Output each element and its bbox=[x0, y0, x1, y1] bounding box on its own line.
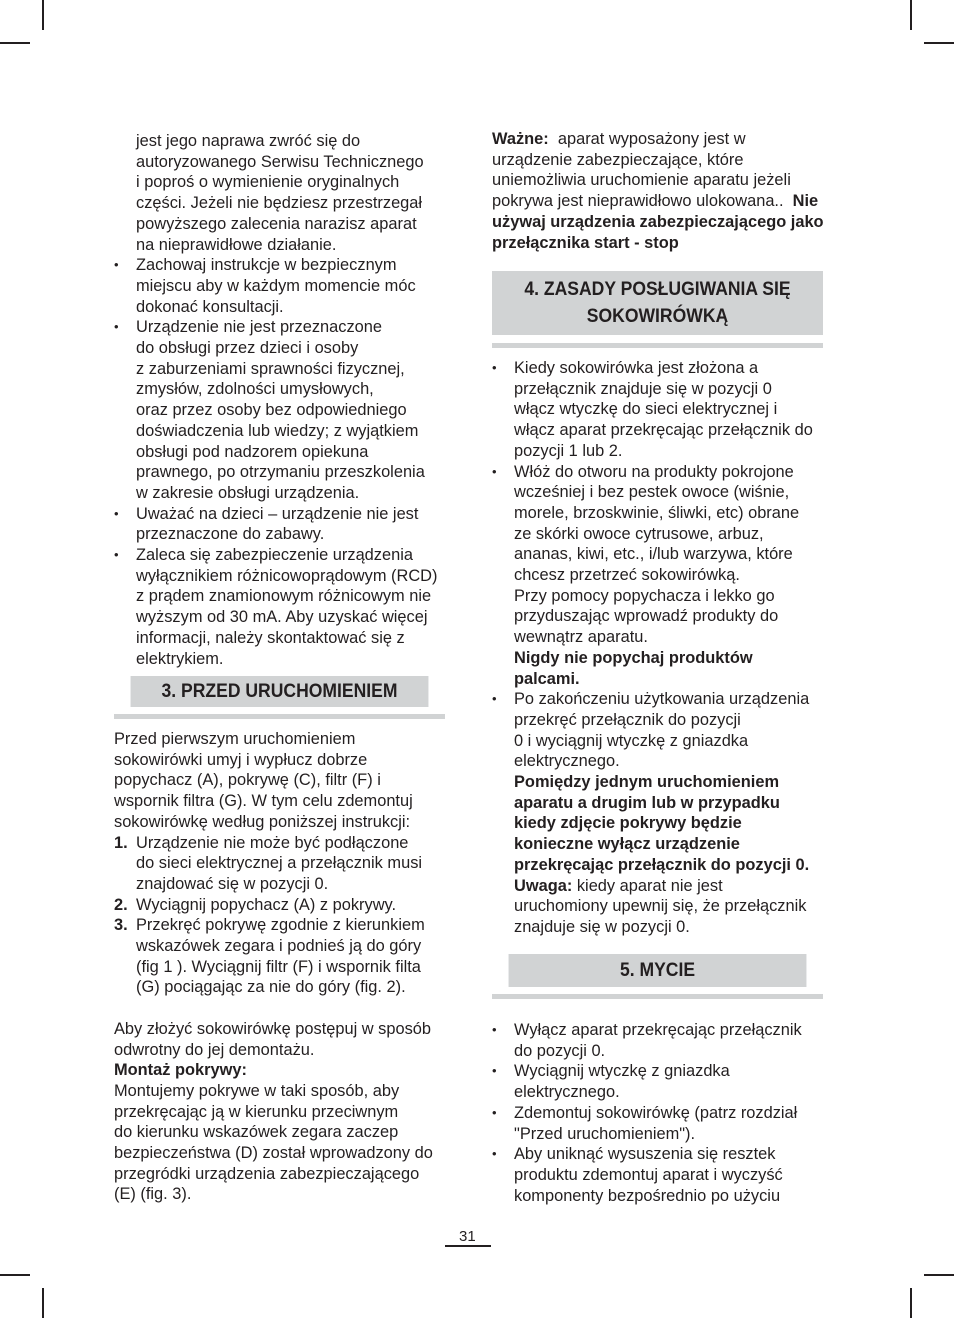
bullet-item: • Zachowaj instrukcje w bezpiecznym miejscu aby w każdym momencie móc dokonać konsultacji. bbox=[114, 255, 454, 317]
crop-mark bbox=[910, 1288, 912, 1318]
section-rule bbox=[492, 343, 823, 348]
bullet-item: • Wyciągnij wtyczkę z gniazdka elektrycznego. bbox=[492, 1061, 832, 1102]
page-number-rule bbox=[445, 1245, 491, 1247]
section-rule bbox=[492, 994, 823, 999]
bullet-item: • Włóż do otworu na produkty pokrojone wcześniej i bez pestek owoce (wiśnie, morele, brzoskwinie, śliwki, etc) obrane ze skórki owoce cytrusowe, arbuz, ananas, kiwi, etc., i/lub warzywa, które chcesz przetrzeć sokowirówką. Przy pomocy popychacza i lekko go przyduszając wprowadź produkty do wewnątrz aparatu. Nigdy nie popychaj produktów palcami. bbox=[492, 462, 832, 690]
continuation-text: jest jego naprawa zwróć się do autoryzowanego Serwisu Technicznego i poproś o wymienienie oryginalnych części. Jeżeli nie będziesz przestrzegał powyższego zalecenia narazisz aparat na nieprawidłowe działanie. bbox=[136, 132, 424, 254]
crop-mark bbox=[42, 1288, 44, 1318]
left-column-bottom: Przed pierwszym uruchomieniem sokowirówki umyj i wypłucz dobrze popychacz (A), pokrywę (C), filtr (F) i wspornik filtra (G). W tym celu zdemontuj sokowirówkę według poniższej instrukcji: 1. Urządzenie nie może być podłączone do sieci elektrycznej a przełącznik musi znajdować się w pozycji 0. 2. Wyciągnij popychacz (A) z pokrywy. 3. Przekręć pokrywę zgodnie z kierunkiem wskazówek zegara i podnieś ją do góry (fig 1 ). Wyciągnij filtr (F) i wspornik filta (G) pociągając za nie do góry (fig. 2). Aby złożyć sokowirówkę postępuj w sposób odwrotny do jej demontażu. Montaż pokrywy: Montujemy pokrywe w taki sposób, aby przekręcając ją w kierunku przeciwnym do kierunku wskazówek zegara zaczep bezpieczeństwa (D) został wprowadzony do przegródki urządzenia zabezpieczającego (E) (fig. 3). bbox=[114, 729, 454, 1205]
section-title: 3. PRZED URUCHOMIENIEM bbox=[131, 676, 429, 707]
bullet-item: • Uważać na dzieci – urządzenie nie jest przeznaczone do zabawy. bbox=[114, 504, 454, 545]
crop-mark bbox=[42, 0, 44, 30]
section-3-header bbox=[114, 676, 445, 707]
section-title: 5. MYCIE bbox=[509, 954, 807, 987]
numbered-step: 3. Przekręć pokrywę zgodnie z kierunkiem wskazówek zegara i podnieś ją do góry (fig 1 ). Wyciągnij filtr (F) i wspornik filta (G) pociągając za nie do góry (fig. 2). bbox=[114, 916, 425, 997]
crop-mark bbox=[924, 42, 954, 44]
numbered-step: 2. Wyciągnij popychacz (A) z pokrywy. bbox=[114, 895, 397, 914]
bullet-item: • Wyłącz aparat przekręcając przełącznik do pozycji 0. bbox=[492, 1020, 832, 1061]
right-column-bottom bbox=[492, 1020, 832, 1206]
important-label: Ważne: bbox=[492, 130, 549, 148]
section-5-header bbox=[492, 954, 823, 987]
right-column-top: Ważne: aparat wyposażony jest w urządzenie zabezpieczające, które uniemożliwia uruchomienie aparatu jeżeli pokrywa jest nieprawidłowo ulokowana.. Nie używaj urządzenia zabezpieczającego jako przełącznika start - stop bbox=[492, 130, 824, 252]
crop-mark bbox=[0, 42, 30, 44]
section-4-header bbox=[492, 271, 823, 335]
section-rule bbox=[114, 714, 445, 719]
crop-mark bbox=[0, 1274, 30, 1276]
right-column-middle bbox=[492, 358, 832, 938]
lid-title: Montaż pokrywy: bbox=[114, 1061, 247, 1080]
bullet-item: • Kiedy sokowirówka jest złożona a przełącznik znajduje się w pozycji 0 włącz wtyczkę do sieci elektrycznej i włącz aparat przekręcając przełącznik do pozycji 1 lub 2. bbox=[492, 358, 832, 462]
bullet-item: • Zaleca się zabezpieczenie urządzenia wyłącznikiem różnicowoprądowym (RCD) z prądem znamionowym różnicowym nie wyższym od 30 mA. Aby uzyskać więcej informacji, należy skontaktować się z elektrykiem. bbox=[114, 545, 454, 669]
bullet-item: • Po zakończeniu użytkowania urządzenia przekręć przełącznik do pozycji 0 i wyciągnij wtyczkę z gniazdka elektrycznego. Pomiędzy jednym uruchomieniem aparatu a drugim lub w przypadku kiedy zdjęcie pokrywy będzie konieczne wyłącz urządzenie przekręcając przełącznik do pozycji 0. Uwaga: kiedy aparat nie jest uruchomiony upewnij się, że przełącznik znajduje się w pozycji 0. bbox=[492, 689, 832, 937]
page-number: 31 bbox=[459, 1228, 476, 1245]
bullet-item: • Urządzenie nie jest przeznaczone do obsługi przez dzieci i osoby z zaburzeniami sprawności fizycznej, zmysłów, zdolności umysłowych, oraz przez osoby bez odpowiedniego doświadczenia lub wiedzy; z wyjątkiem obsługi pod nadzorem opiekuna prawnego, po otrzymaniu przeszkolenia w zakresie obsługi urządzenia. bbox=[114, 317, 454, 503]
crop-mark bbox=[924, 1274, 954, 1276]
crop-mark bbox=[910, 0, 912, 30]
left-column-top bbox=[114, 131, 454, 669]
numbered-step: 1. Urządzenie nie może być podłączone do sieci elektrycznej a przełącznik musi znajdować się w pozycji 0. bbox=[114, 833, 423, 893]
bullet-item: • Zdemontuj sokowirówkę (patrz rozdział "Przed uruchomieniem"). bbox=[492, 1103, 832, 1144]
section-title: 4. ZASADY POSŁUGIWANIA SIĘ SOKOWIRÓWKĄ bbox=[509, 271, 807, 330]
bullet-item: • Aby uniknąć wysuszenia się resztek produktu zdemontuj aparat i wyczyść komponenty bezpośrednio po użyciu bbox=[492, 1144, 832, 1206]
